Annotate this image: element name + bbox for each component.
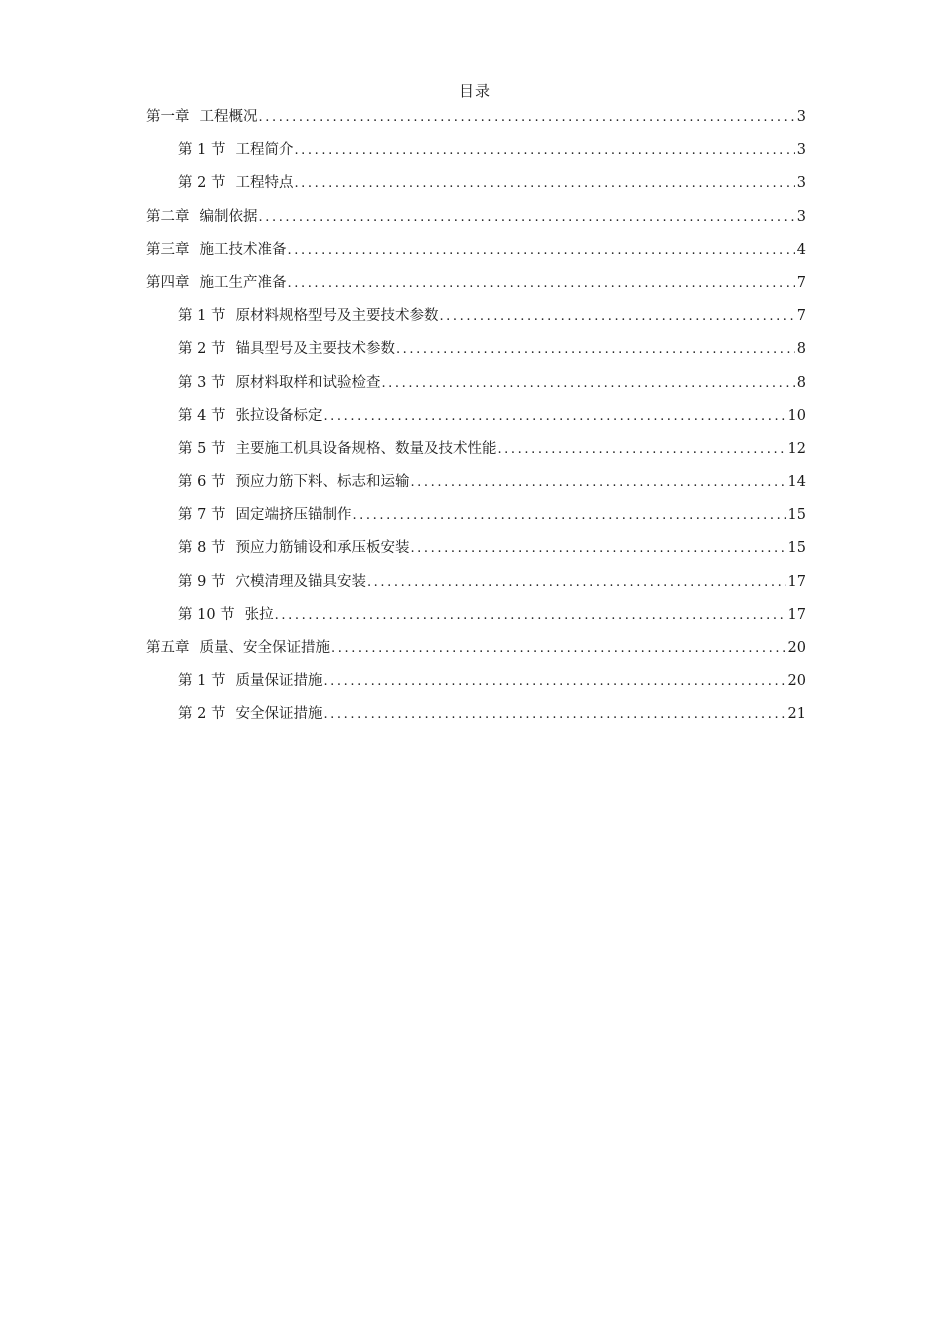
toc-chapter-entry[interactable] xyxy=(146,206,806,239)
toc-dot-leader xyxy=(288,273,795,295)
toc-entry-text: 预应力筋下料、标志和运输 xyxy=(235,474,410,491)
toc-page-number: 7 xyxy=(796,274,806,291)
toc-entry-title xyxy=(178,504,351,526)
toc-section-entry[interactable] xyxy=(146,172,806,205)
toc-chapter-entry[interactable] xyxy=(146,272,806,305)
toc-entry-label: 第 1 节 xyxy=(178,142,226,159)
toc-dot-leader xyxy=(294,173,794,195)
toc-entry-label: 第 2 节 xyxy=(178,341,226,358)
toc-entry-title xyxy=(146,106,258,128)
toc-section-entry[interactable] xyxy=(146,471,806,504)
toc-section-entry[interactable] xyxy=(146,139,806,172)
toc-page-number: 14 xyxy=(787,474,806,491)
toc-section-entry[interactable] xyxy=(146,504,806,537)
toc-chapter-entry[interactable] xyxy=(146,637,806,670)
toc-dot-leader xyxy=(323,671,785,693)
toc-page-number: 20 xyxy=(787,640,806,656)
toc-chapter-entry[interactable] xyxy=(146,239,806,272)
toc-dot-leader xyxy=(323,406,785,428)
toc-section-entry[interactable] xyxy=(146,670,806,703)
toc-entry-label: 第 4 节 xyxy=(178,407,226,424)
toc-section-entry[interactable] xyxy=(146,372,806,405)
toc-entry-label: 第 1 节 xyxy=(178,308,226,325)
toc-entry-text: 编制依据 xyxy=(199,208,258,225)
toc-section-entry[interactable] xyxy=(146,438,806,471)
toc-entry-title xyxy=(146,239,287,261)
toc-entry-text: 施工生产准备 xyxy=(199,274,287,291)
toc-entry-text: 穴模清理及锚具安装 xyxy=(235,573,366,590)
toc-entry-label: 第 10 节 xyxy=(178,606,235,623)
toc-entry-text: 工程特点 xyxy=(235,175,294,192)
toc-page-number: 3 xyxy=(796,109,806,125)
toc-dot-leader xyxy=(323,704,785,726)
toc-entry-label: 第五章 xyxy=(146,640,190,656)
toc-entry-label: 第 3 节 xyxy=(178,374,226,391)
toc-entry-title xyxy=(146,272,287,294)
toc-entry-title xyxy=(178,703,322,725)
toc-entry-text: 质量、安全保证措施 xyxy=(199,640,330,656)
toc-entry-title xyxy=(178,438,496,460)
toc-dot-leader xyxy=(381,373,794,395)
toc-page-number: 17 xyxy=(787,573,806,590)
toc-section-entry[interactable] xyxy=(146,537,806,570)
toc-entry-text: 原材料取样和试验检查 xyxy=(235,374,381,391)
toc-entry-text: 张拉 xyxy=(244,606,274,623)
toc-page-number: 21 xyxy=(787,706,806,723)
toc-entry-title xyxy=(178,338,395,360)
toc-entry-label: 第 9 节 xyxy=(178,573,226,590)
toc-entry-label: 第 7 节 xyxy=(178,507,226,524)
toc-dot-leader xyxy=(367,572,786,594)
toc-entry-title xyxy=(146,206,258,228)
toc-entry-title xyxy=(178,604,274,626)
toc-dot-leader xyxy=(396,339,795,361)
toc-entry-label: 第一章 xyxy=(146,109,190,125)
toc-dot-leader xyxy=(410,538,785,560)
toc-entry-label: 第 2 节 xyxy=(178,706,226,723)
toc-entry-label: 第三章 xyxy=(146,241,190,258)
toc-page-number: 17 xyxy=(787,606,806,623)
toc-section-entry[interactable] xyxy=(146,571,806,604)
toc-section-entry[interactable] xyxy=(146,703,806,736)
toc-dot-leader xyxy=(352,505,785,527)
table-of-contents xyxy=(146,106,806,737)
toc-section-entry[interactable] xyxy=(146,305,806,338)
toc-entry-text: 主要施工机具设备规格、数量及技术性能 xyxy=(235,440,497,457)
toc-section-entry[interactable] xyxy=(146,405,806,438)
toc-entry-label: 第 8 节 xyxy=(178,540,226,557)
toc-entry-label: 第 6 节 xyxy=(178,474,226,491)
toc-dot-leader xyxy=(439,306,794,328)
toc-entry-title xyxy=(178,537,409,559)
toc-dot-leader xyxy=(259,107,795,129)
toc-entry-label: 第四章 xyxy=(146,274,190,291)
toc-entry-text: 预应力筋铺设和承压板安装 xyxy=(235,540,410,557)
toc-entry-text: 原材料规格型号及主要技术参数 xyxy=(235,308,439,325)
toc-entry-text: 工程简介 xyxy=(235,142,294,159)
toc-page-number: 7 xyxy=(796,308,806,325)
toc-entry-text: 固定端挤压锚制作 xyxy=(235,507,352,524)
toc-entry-label: 第 2 节 xyxy=(178,175,226,192)
toc-entry-title xyxy=(178,172,293,194)
toc-entry-title xyxy=(178,139,293,161)
toc-entry-title xyxy=(146,637,330,659)
toc-entry-title xyxy=(178,571,366,593)
toc-dot-leader xyxy=(331,638,786,660)
toc-entry-text: 张拉设备标定 xyxy=(235,407,323,424)
toc-page-number: 10 xyxy=(787,407,806,424)
toc-page-number: 3 xyxy=(796,175,806,192)
toc-page-number: 4 xyxy=(796,241,806,258)
toc-entry-text: 工程概况 xyxy=(199,109,258,125)
toc-entry-text: 质量保证措施 xyxy=(235,673,323,690)
toc-page-number: 3 xyxy=(796,142,806,159)
toc-dot-leader xyxy=(288,240,795,262)
toc-entry-label: 第 5 节 xyxy=(178,440,226,457)
toc-entry-text: 施工技术准备 xyxy=(199,241,287,258)
toc-entry-text: 锚具型号及主要技术参数 xyxy=(235,341,395,358)
toc-section-entry[interactable] xyxy=(146,338,806,371)
toc-dot-leader xyxy=(275,605,786,627)
toc-dot-leader xyxy=(294,140,794,162)
toc-page-number: 12 xyxy=(787,440,806,457)
toc-entry-title xyxy=(178,471,409,493)
toc-page-number: 8 xyxy=(796,341,806,358)
toc-entry-title xyxy=(178,372,380,394)
toc-dot-leader xyxy=(259,207,795,229)
toc-page-number: 8 xyxy=(796,374,806,391)
toc-entry-title xyxy=(178,305,438,327)
toc-entry-label: 第 1 节 xyxy=(178,673,226,690)
toc-entry-title xyxy=(178,405,322,427)
toc-entry-text: 安全保证措施 xyxy=(235,706,323,723)
toc-dot-leader xyxy=(497,439,785,461)
toc-page-number: 20 xyxy=(787,673,806,690)
toc-dot-leader xyxy=(410,472,785,494)
toc-title: 目录 xyxy=(458,82,491,100)
toc-chapter-entry[interactable] xyxy=(146,106,806,139)
toc-page-number: 15 xyxy=(787,540,806,557)
toc-page-number: 3 xyxy=(796,208,806,225)
toc-page-number: 15 xyxy=(787,507,806,524)
toc-entry-title xyxy=(178,670,322,692)
toc-entry-label: 第二章 xyxy=(146,208,190,225)
toc-section-entry[interactable] xyxy=(146,604,806,637)
